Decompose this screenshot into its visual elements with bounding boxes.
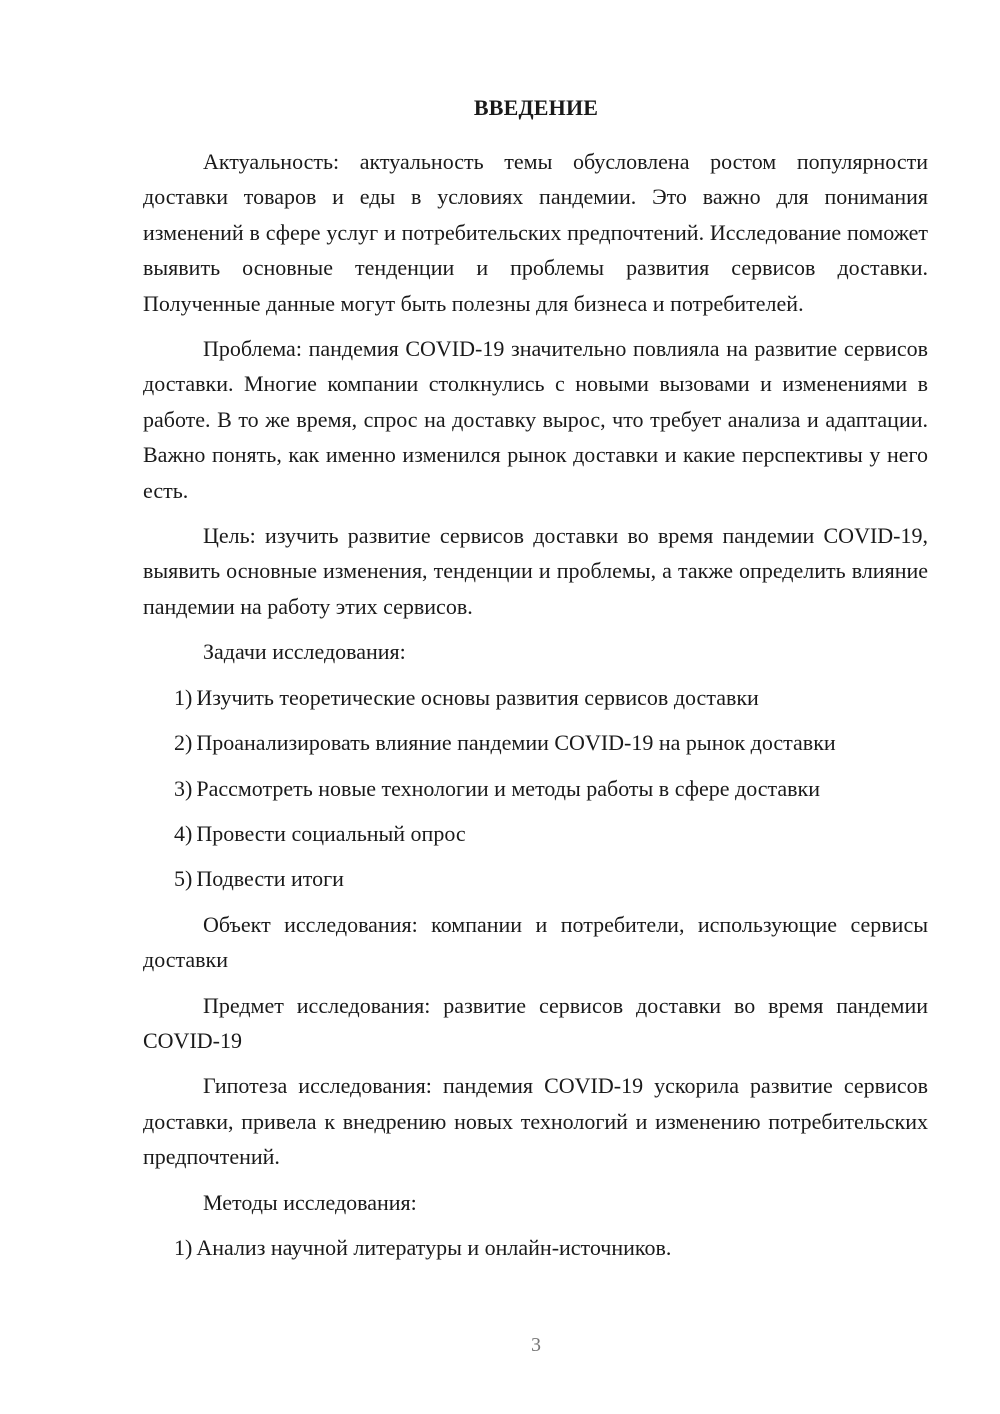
list-item [143, 816, 928, 851]
section-heading: ВВЕДЕНИЕ [473, 95, 599, 120]
list-text: Подвести итоги [196, 866, 344, 892]
list-item [143, 725, 928, 760]
list-item [143, 771, 928, 806]
paragraph-relevance: Актуальность: актуальность темы обусловлена ростом популярности доставки товаров и еды в условиях пандемии. Это важно для понимания изменений в сфере услуг и потребительских предпочтений. Исследование поможет выявить основные тенденции и проблемы развития сервисов доставки. Полученные данные могут быть полезны для бизнеса и потребителей. [143, 149, 928, 316]
list-number: 2) [174, 730, 193, 756]
paragraph-object: Объект исследования: компании и потребители, использующие сервисы доставки [143, 911, 928, 973]
paragraph-hypothesis: Гипотеза исследования: пандемия COVID-19 ускорила развитие сервисов доставки, привела к внедрению новых технологий и изменению потребительских предпочтений. [143, 1073, 928, 1170]
list-number: 1) [174, 1234, 193, 1260]
paragraph-methods-intro: Методы исследования: [203, 1189, 417, 1215]
list-number: 5) [174, 866, 193, 892]
list-number: 4) [174, 820, 193, 846]
list-text: Анализ научной литературы и онлайн-источников. [196, 1234, 672, 1260]
list-text: Изучить теоретические основы развития сервисов доставки [196, 684, 759, 710]
list-number: 1) [174, 684, 193, 710]
body-text [143, 144, 928, 1275]
list-item [143, 680, 928, 715]
paragraph-subject: Предмет исследования: развитие сервисов доставки во время пандемии COVID-19 [143, 992, 928, 1053]
list-text: Рассмотреть новые технологии и методы работы в сфере доставки [196, 775, 821, 801]
list-item [143, 861, 928, 896]
paragraph-tasks-intro: Задачи исследования: [203, 639, 406, 665]
paragraph-problem: Проблема: пандемия COVID-19 значительно повлияла на развитие сервисов доставки. Многие компании столкнулись с новыми вызовами и изменениями в работе. В то же время, спрос на доставку вырос, что требует анализа и адаптации. Важно понять, как именно изменился рынок доставки и какие перспективы у него есть. [143, 336, 928, 503]
list-item [143, 1230, 928, 1265]
list-text: Провести социальный опрос [196, 820, 466, 846]
list-number: 3) [174, 775, 193, 801]
list-text: Проанализировать влияние пандемии COVID-19 на рынок доставки [196, 730, 836, 756]
paragraph-goal: Цель: изучить развитие сервисов доставки во время пандемии COVID-19, выявить основные изменения, тенденции и проблемы, а также определить влияние пандемии на работу этих сервисов. [143, 523, 928, 619]
page-number: 3 [531, 1334, 541, 1356]
